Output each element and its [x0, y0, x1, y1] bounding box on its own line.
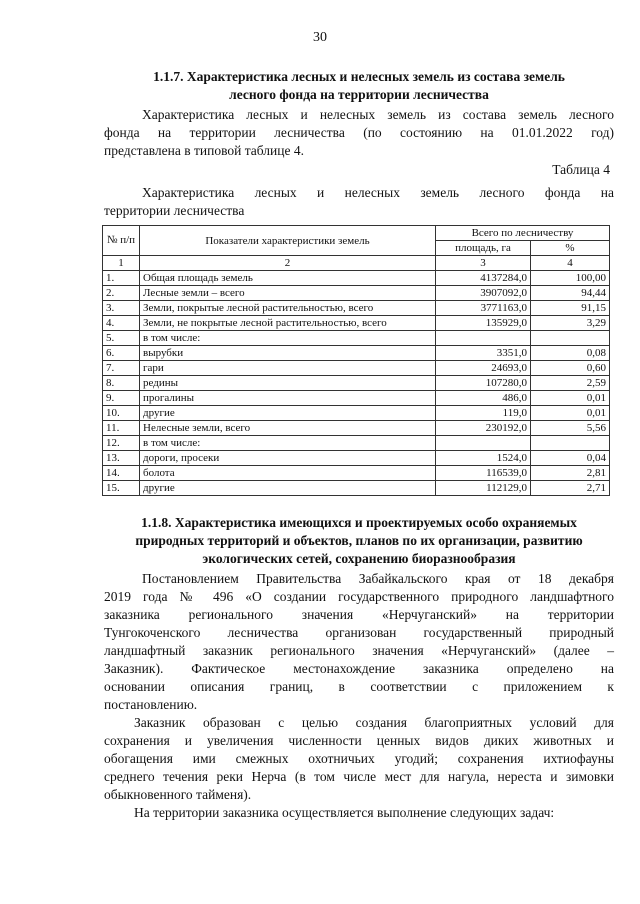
header-indicator: Показатели характеристики земель	[140, 226, 436, 256]
row-number: 2.	[103, 286, 140, 301]
row-number: 11.	[103, 421, 140, 436]
section-title-1-1-7	[104, 68, 614, 104]
row-percent: 5,56	[531, 421, 610, 436]
table-row	[103, 421, 610, 436]
row-label: в том числе:	[140, 436, 436, 451]
page-number: 30	[313, 30, 327, 45]
table-row	[103, 271, 610, 286]
row-area: 116539,0	[436, 466, 531, 481]
column-number: 1	[103, 256, 140, 271]
decree-paragraph	[104, 570, 614, 714]
table-row	[103, 436, 610, 451]
row-percent	[531, 436, 610, 451]
header-percent: %	[531, 241, 610, 256]
row-area: 486,0	[436, 391, 531, 406]
paragraph-line: среднего течения реки Нерча (в том числе мест для нагула, нереста и зимовки	[104, 769, 614, 784]
table-row	[103, 481, 610, 496]
row-area: 3351,0	[436, 346, 531, 361]
table-row	[103, 286, 610, 301]
row-number: 7.	[103, 361, 140, 376]
row-label: Лесные земли – всего	[140, 286, 436, 301]
table-row	[103, 331, 610, 346]
row-area: 112129,0	[436, 481, 531, 496]
paragraph-line: 2019 года № 496 «О создании государственного природного ландшафтного	[104, 589, 614, 604]
section-title-line: 1.1.7. Характеристика лесных и нелесных земель из состава земель	[153, 69, 565, 84]
paragraph-line: ландшафтный заказник регионального значения «Нерчуганский» (далее –	[104, 643, 614, 658]
row-number: 15.	[103, 481, 140, 496]
row-label: другие	[140, 406, 436, 421]
column-number: 4	[531, 256, 610, 271]
row-number: 12.	[103, 436, 140, 451]
paragraph-line: представлена в типовой таблице 4.	[104, 143, 304, 158]
tasks-paragraph	[104, 804, 614, 822]
row-label: дороги, просеки	[140, 451, 436, 466]
row-percent: 0,04	[531, 451, 610, 466]
row-label: болота	[140, 466, 436, 481]
paragraph-line: Тунгокоченского лесничества организован государственный природный	[104, 625, 614, 640]
row-number: 3.	[103, 301, 140, 316]
row-area: 3907092,0	[436, 286, 531, 301]
paragraph-line: фонда на территории лесничества (по состоянию на 01.01.2022 год)	[104, 125, 614, 140]
header-total: Всего по лесничеству	[436, 226, 610, 241]
row-number: 4.	[103, 316, 140, 331]
row-label: Нелесные земли, всего	[140, 421, 436, 436]
caption-line: территории лесничества	[104, 203, 245, 218]
table-row	[103, 406, 610, 421]
header-area: площадь, га	[436, 241, 531, 256]
caption-line: Характеристика лесных и нелесных земель лесного фонда на	[142, 185, 614, 200]
row-percent: 3,29	[531, 316, 610, 331]
row-label: прогалины	[140, 391, 436, 406]
paragraph-line: постановлению.	[104, 697, 198, 712]
row-number: 10.	[103, 406, 140, 421]
row-area: 1524,0	[436, 451, 531, 466]
row-label: другие	[140, 481, 436, 496]
row-percent: 0,60	[531, 361, 610, 376]
row-area: 119,0	[436, 406, 531, 421]
row-area: 135929,0	[436, 316, 531, 331]
row-label: в том числе:	[140, 331, 436, 346]
paragraph-line: Постановлением Правительства Забайкальского края от 18 декабря	[142, 571, 614, 586]
row-area: 24693,0	[436, 361, 531, 376]
row-label: гари	[140, 361, 436, 376]
row-percent: 2,81	[531, 466, 610, 481]
table-row	[103, 361, 610, 376]
paragraph-line: сохранения и увеличения численности ценных видов диких животных и	[104, 733, 614, 748]
paragraph-line: Заказник). Фактическое местонахождение заказника определено на	[104, 661, 614, 676]
column-number: 3	[436, 256, 531, 271]
intro-paragraph	[104, 106, 614, 160]
row-label: Земли, покрытые лесной растительностью, всего	[140, 301, 436, 316]
row-label: редины	[140, 376, 436, 391]
row-area	[436, 331, 531, 346]
table-caption	[104, 184, 614, 220]
table-row	[103, 466, 610, 481]
row-label: вырубки	[140, 346, 436, 361]
paragraph-line: На территории заказника осуществляется выполнение следующих задач:	[134, 805, 555, 820]
row-percent: 94,44	[531, 286, 610, 301]
row-label: Земли, не покрытые лесной растительностью, всего	[140, 316, 436, 331]
row-number: 14.	[103, 466, 140, 481]
row-area: 230192,0	[436, 421, 531, 436]
table-row	[103, 451, 610, 466]
row-area	[436, 436, 531, 451]
column-number: 2	[140, 256, 436, 271]
row-number: 8.	[103, 376, 140, 391]
row-number: 13.	[103, 451, 140, 466]
row-number: 9.	[103, 391, 140, 406]
section-title-line: 1.1.8. Характеристика имеющихся и проектируемых особо охраняемых	[141, 515, 577, 530]
header-num: № п/п	[103, 226, 140, 256]
table-label: Таблица 4	[552, 162, 610, 177]
section-title-1-1-8	[104, 514, 614, 568]
row-number: 6.	[103, 346, 140, 361]
paragraph-line: заказника регионального значения «Нерчуганский» на территории	[104, 607, 614, 622]
table-row	[103, 346, 610, 361]
table-row	[103, 316, 610, 331]
row-percent: 0,01	[531, 406, 610, 421]
row-percent: 0,08	[531, 346, 610, 361]
paragraph-line: обогащения ими смежных охотничьих угодий; сохранения ихтиофауны	[104, 751, 614, 766]
section-title-line: лесного фонда на территории лесничества	[229, 87, 489, 102]
table-row	[103, 376, 610, 391]
row-area: 4137284,0	[436, 271, 531, 286]
row-number: 5.	[103, 331, 140, 346]
table-row	[103, 301, 610, 316]
purpose-paragraph	[104, 714, 614, 804]
section-title-line: экологических сетей, сохранению биоразнообразия	[202, 551, 516, 566]
table-row	[103, 391, 610, 406]
row-percent: 0,01	[531, 391, 610, 406]
row-percent: 2,59	[531, 376, 610, 391]
row-percent: 2,71	[531, 481, 610, 496]
paragraph-line: Характеристика лесных и нелесных земель из состава земель лесного	[142, 107, 614, 122]
row-area: 3771163,0	[436, 301, 531, 316]
row-percent: 91,15	[531, 301, 610, 316]
row-percent	[531, 331, 610, 346]
paragraph-line: Заказник образован с целью создания благоприятных условий для	[134, 715, 614, 730]
land-characteristics-table	[102, 225, 610, 496]
row-number: 1.	[103, 271, 140, 286]
section-title-line: природных территорий и объектов, планов по их организации, развитию	[135, 533, 583, 548]
row-area: 107280,0	[436, 376, 531, 391]
table-body	[103, 271, 610, 496]
row-percent: 100,00	[531, 271, 610, 286]
paragraph-line: обыкновенного тайменя).	[104, 787, 252, 802]
paragraph-line: основании описания границ, в соответствии с приложением к	[104, 679, 614, 694]
row-label: Общая площадь земель	[140, 271, 436, 286]
